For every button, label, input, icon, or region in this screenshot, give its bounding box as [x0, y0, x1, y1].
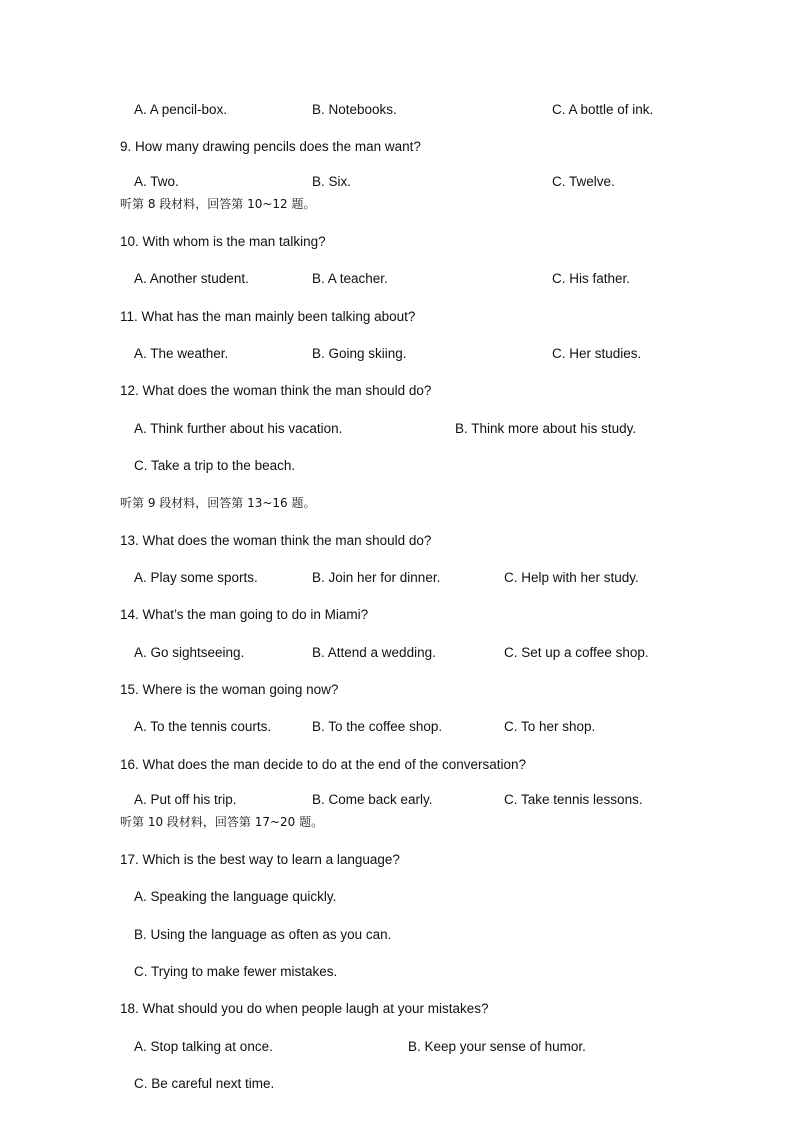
q17-option-a: A. Speaking the language quickly. [134, 889, 337, 904]
question-15: 15. Where is the woman going now? [120, 682, 339, 697]
question-17: 17. Which is the best way to learn a language? [120, 852, 400, 867]
q10-option-c: C. His father. [552, 271, 631, 286]
section-heading-9: 听第 9 段材料，回答第 13~16 题。 [120, 496, 316, 510]
q17-option-c: C. Trying to make fewer mistakes. [134, 964, 338, 979]
q8-option-b: B. Notebooks. [312, 102, 397, 117]
q11-option-c: C. Her studies. [552, 346, 642, 361]
q16-option-c: C. Take tennis lessons. [504, 792, 643, 807]
q8-option-a: A. A pencil-box. [134, 102, 228, 117]
q15-option-c: C. To her shop. [504, 719, 596, 734]
q15-option-a: A. To the tennis courts. [134, 719, 272, 734]
q13-option-c: C. Help with her study. [504, 570, 639, 585]
question-9: 9. How many drawing pencils does the man want? [120, 139, 421, 154]
q18-option-a: A. Stop talking at once. [134, 1039, 273, 1054]
q13-option-a: A. Play some sports. [134, 570, 258, 585]
q8-option-c: C. A bottle of ink. [552, 102, 654, 117]
question-11: 11. What has the man mainly been talking about? [120, 309, 416, 324]
section-heading-8: 听第 8 段材料，回答第 10~12 题。 [120, 197, 316, 211]
question-12: 12. What does the woman think the man should do? [120, 383, 432, 398]
q10-option-b: B. A teacher. [312, 271, 388, 286]
q9-option-a: A. Two. [134, 174, 179, 189]
q11-option-a: A. The weather. [134, 346, 229, 361]
q16-option-b: B. Come back early. [312, 792, 433, 807]
q15-option-b: B. To the coffee shop. [312, 719, 443, 734]
question-14: 14. What’s the man going to do in Miami? [120, 607, 369, 622]
q9-option-c: C. Twelve. [552, 174, 615, 189]
q16-option-a: A. Put off his trip. [134, 792, 237, 807]
q9-option-b: B. Six. [312, 174, 352, 189]
q12-option-b: B. Think more about his study. [455, 421, 637, 436]
question-16: 16. What does the man decide to do at the end of the conversation? [120, 757, 527, 772]
q14-option-c: C. Set up a coffee shop. [504, 645, 649, 660]
q11-option-b: B. Going skiing. [312, 346, 407, 361]
q12-option-a: A. Think further about his vacation. [134, 421, 343, 436]
q14-option-a: A. Go sightseeing. [134, 645, 245, 660]
question-18: 18. What should you do when people laugh at your mistakes? [120, 1001, 489, 1016]
question-13: 13. What does the woman think the man should do? [120, 533, 432, 548]
q18-option-b: B. Keep your sense of humor. [408, 1039, 586, 1054]
question-10: 10. With whom is the man talking? [120, 234, 326, 249]
q13-option-b: B. Join her for dinner. [312, 570, 441, 585]
q14-option-b: B. Attend a wedding. [312, 645, 436, 660]
q17-option-b: B. Using the language as often as you can. [134, 927, 392, 942]
section-heading-10: 听第 10 段材料，回答第 17~20 题。 [120, 815, 324, 829]
q18-option-c: C. Be careful next time. [134, 1076, 275, 1091]
q10-option-a: A. Another student. [134, 271, 249, 286]
q12-option-c: C. Take a trip to the beach. [134, 458, 296, 473]
